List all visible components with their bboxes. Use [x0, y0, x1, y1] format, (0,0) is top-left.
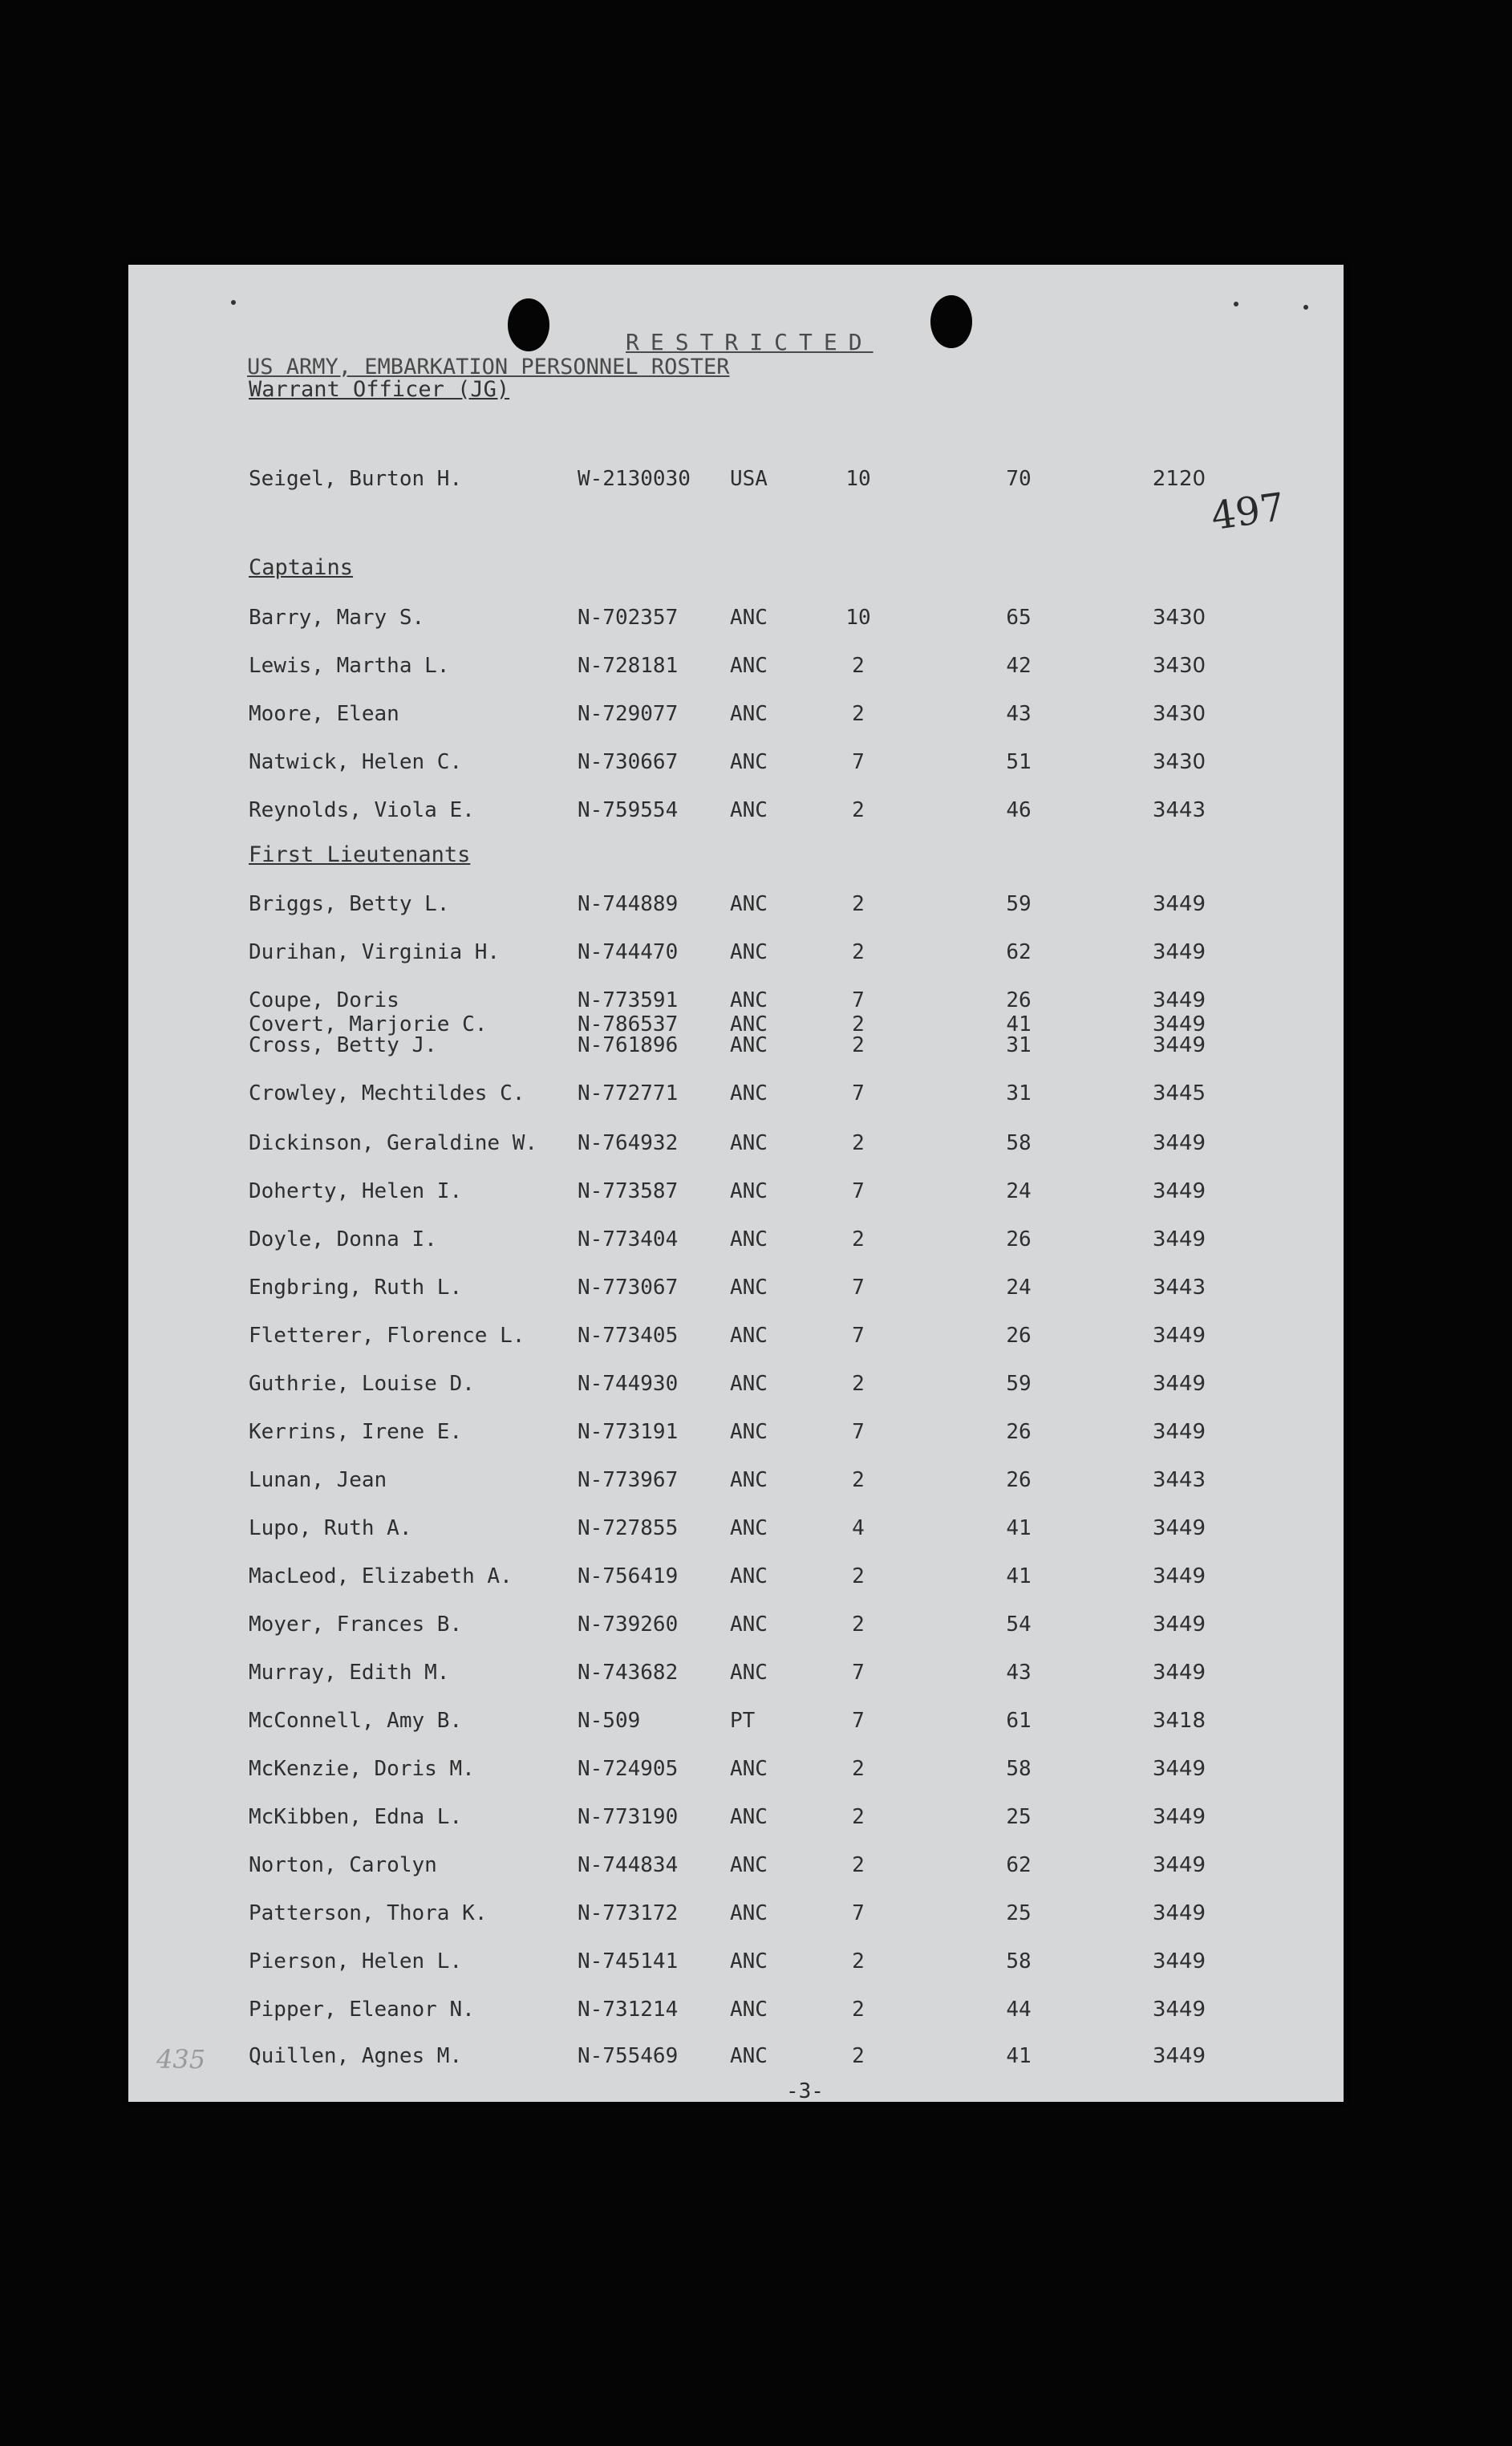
cell-n1: 2 [852, 1757, 865, 1781]
cell-n3: 3449 [1152, 1012, 1206, 1036]
cell-branch: ANC [730, 1901, 768, 1925]
cell-n2: 41 [1006, 1516, 1032, 1540]
cell-n1: 2 [852, 1372, 865, 1396]
cell-n2: 58 [1006, 1949, 1032, 1973]
cell-name: Quillen, Agnes M. [249, 2044, 463, 2068]
cell-name: Moore, Elean [249, 702, 399, 726]
cell-n1: 2 [852, 1227, 865, 1251]
cell-name: Fletterer, Florence L. [249, 1324, 525, 1348]
roster-row [128, 1227, 1344, 1255]
cell-n3: 3430 [1152, 654, 1206, 678]
cell-serial: N-761896 [578, 1033, 679, 1057]
cell-name: MacLeod, Elizabeth A. [249, 1564, 513, 1588]
cell-n1: 10 [845, 467, 871, 491]
roster-row [128, 1324, 1344, 1351]
corner-number: 435 [156, 2044, 206, 2075]
cell-n2: 43 [1006, 1661, 1032, 1685]
cell-n1: 2 [852, 1033, 865, 1057]
cell-n2: 54 [1006, 1612, 1032, 1637]
cell-serial: N-773591 [578, 988, 679, 1012]
cell-branch: ANC [730, 1227, 768, 1251]
roster-row [128, 1276, 1344, 1303]
cell-serial: N-730667 [578, 750, 679, 774]
cell-name: Lunan, Jean [249, 1468, 387, 1492]
roster-row [128, 1661, 1344, 1688]
cell-name: Reynolds, Viola E. [249, 798, 475, 822]
cell-name: Pipper, Eleanor N. [249, 1998, 475, 2022]
cell-n3: 3449 [1152, 1901, 1206, 1925]
roster-row [128, 1372, 1344, 1399]
cell-n1: 7 [852, 988, 865, 1012]
cell-branch: ANC [730, 1033, 768, 1057]
cell-name: Crowley, Mechtildes C. [249, 1081, 525, 1105]
cell-serial: N-728181 [578, 654, 679, 678]
cell-n1: 2 [852, 940, 865, 964]
speck [231, 300, 236, 305]
cell-serial: N-702357 [578, 606, 679, 630]
roster-row [128, 702, 1344, 729]
cell-name: Lupo, Ruth A. [249, 1516, 412, 1540]
cell-n1: 7 [852, 1420, 865, 1444]
cell-name: Pierson, Helen L. [249, 1949, 463, 1973]
cell-n1: 7 [852, 750, 865, 774]
cell-branch: ANC [730, 606, 768, 630]
cell-serial: N-744834 [578, 1853, 679, 1877]
cell-branch: ANC [730, 798, 768, 822]
cell-serial: N-744470 [578, 940, 679, 964]
cell-serial: N-755469 [578, 2044, 679, 2068]
cell-n3: 3449 [1152, 1179, 1206, 1203]
page-number: -3- [786, 2079, 824, 2103]
cell-name: Doherty, Helen I. [249, 1179, 463, 1203]
cell-n3: 3449 [1152, 1612, 1206, 1637]
cell-n2: 58 [1006, 1131, 1032, 1155]
roster-row [128, 654, 1344, 681]
cell-n1: 2 [852, 1468, 865, 1492]
cell-n3: 3449 [1152, 1227, 1206, 1251]
cell-branch: ANC [730, 1372, 768, 1396]
cell-n2: 31 [1006, 1033, 1032, 1057]
cell-name: McKenzie, Doris M. [249, 1757, 475, 1781]
cell-n3: 3443 [1152, 798, 1206, 822]
cell-branch: ANC [730, 1468, 768, 1492]
cell-n2: 62 [1006, 1853, 1032, 1877]
cell-n3: 3418 [1152, 1709, 1206, 1733]
cell-serial: N-756419 [578, 1564, 679, 1588]
cell-n3: 3449 [1152, 1033, 1206, 1057]
cell-n2: 70 [1006, 467, 1032, 491]
cell-n2: 61 [1006, 1709, 1032, 1733]
cell-n3: 3449 [1152, 1420, 1206, 1444]
cell-n3: 3449 [1152, 1949, 1206, 1973]
cell-n2: 51 [1006, 750, 1032, 774]
cell-name: Engbring, Ruth L. [249, 1276, 463, 1300]
cell-n1: 7 [852, 1276, 865, 1300]
cell-n1: 10 [845, 606, 871, 630]
cell-n2: 41 [1006, 1564, 1032, 1588]
cell-branch: ANC [730, 702, 768, 726]
cell-serial: N-773967 [578, 1468, 679, 1492]
speck [1303, 305, 1308, 310]
punch-hole [930, 295, 972, 348]
cell-name: Guthrie, Louise D. [249, 1372, 475, 1396]
cell-serial: N-743682 [578, 1661, 679, 1685]
cell-n1: 2 [852, 1998, 865, 2022]
cell-serial: N-773190 [578, 1805, 679, 1829]
cell-branch: USA [730, 467, 768, 491]
cell-n1: 2 [852, 2044, 865, 2068]
cell-n3: 3449 [1152, 1853, 1206, 1877]
cell-n1: 2 [852, 1612, 865, 1637]
cell-name: Dickinson, Geraldine W. [249, 1131, 538, 1155]
roster-row [128, 892, 1344, 919]
cell-name: Barry, Mary S. [249, 606, 425, 630]
cell-n2: 25 [1006, 1805, 1032, 1829]
cell-n3: 3430 [1152, 606, 1206, 630]
cell-n1: 2 [852, 1949, 865, 1973]
cell-serial: N-773172 [578, 1901, 679, 1925]
cell-name: Patterson, Thora K. [249, 1901, 488, 1925]
cell-n3: 3449 [1152, 1805, 1206, 1829]
speck [1234, 302, 1238, 306]
cell-n1: 2 [852, 1853, 865, 1877]
cell-n3: 3445 [1152, 1081, 1206, 1105]
cell-n2: 62 [1006, 940, 1032, 964]
cell-n2: 25 [1006, 1901, 1032, 1925]
cell-name: Cross, Betty J. [249, 1033, 437, 1057]
cell-n3: 3449 [1152, 1324, 1206, 1348]
cell-n3: 3449 [1152, 1372, 1206, 1396]
cell-serial: N-744930 [578, 1372, 679, 1396]
cell-n2: 24 [1006, 1179, 1032, 1203]
roster-row [128, 1612, 1344, 1640]
cell-serial: N-773405 [578, 1324, 679, 1348]
cell-n3: 3449 [1152, 1564, 1206, 1588]
cell-n1: 2 [852, 1012, 865, 1036]
cell-n1: 7 [852, 1081, 865, 1105]
cell-serial: N-731214 [578, 1998, 679, 2022]
cell-name: Coupe, Doris [249, 988, 399, 1012]
roster-row [128, 1757, 1344, 1784]
cell-n3: 3449 [1152, 892, 1206, 916]
roster-row [128, 940, 1344, 967]
cell-n1: 7 [852, 1709, 865, 1733]
cell-n3: 3449 [1152, 940, 1206, 964]
roster-row [128, 1564, 1344, 1592]
cell-n2: 65 [1006, 606, 1032, 630]
cell-n1: 2 [852, 1564, 865, 1588]
roster-row [128, 2044, 1344, 2071]
cell-branch: PT [730, 1709, 756, 1733]
cell-n2: 26 [1006, 988, 1032, 1012]
roster-row [128, 798, 1344, 825]
roster-row [128, 1998, 1344, 2025]
cell-branch: ANC [730, 1661, 768, 1685]
cell-name: Briggs, Betty L. [249, 892, 450, 916]
cell-n3: 3449 [1152, 1131, 1206, 1155]
cell-branch: ANC [730, 1564, 768, 1588]
cell-branch: ANC [730, 1420, 768, 1444]
cell-branch: ANC [730, 1516, 768, 1540]
cell-branch: ANC [730, 1276, 768, 1300]
cell-n2: 58 [1006, 1757, 1032, 1781]
cell-serial: N-773404 [578, 1227, 679, 1251]
cell-serial: N-773191 [578, 1420, 679, 1444]
cell-name: Murray, Edith M. [249, 1661, 450, 1685]
cell-n3: 3449 [1152, 1661, 1206, 1685]
cell-name: McKibben, Edna L. [249, 1805, 463, 1829]
cell-n1: 2 [852, 1805, 865, 1829]
roster-row [128, 1805, 1344, 1832]
cell-n3: 3443 [1152, 1276, 1206, 1300]
cell-branch: ANC [730, 1081, 768, 1105]
cell-serial: N-727855 [578, 1516, 679, 1540]
cell-n3: 3449 [1152, 2044, 1206, 2068]
cell-n2: 42 [1006, 654, 1032, 678]
cell-serial: N-744889 [578, 892, 679, 916]
cell-serial: N-509 [578, 1709, 641, 1733]
cell-n3: 3449 [1152, 1757, 1206, 1781]
cell-branch: ANC [730, 1131, 768, 1155]
roster-row [128, 467, 1344, 494]
cell-branch: ANC [730, 940, 768, 964]
roster-row [128, 1901, 1344, 1929]
cell-branch: ANC [730, 1757, 768, 1781]
cell-branch: ANC [730, 1853, 768, 1877]
cell-n2: 26 [1006, 1468, 1032, 1492]
punch-hole [508, 298, 549, 351]
cell-n2: 43 [1006, 702, 1032, 726]
cell-serial: W-2130030 [578, 467, 691, 491]
cell-serial: N-773067 [578, 1276, 679, 1300]
roster-row [128, 1131, 1344, 1158]
cell-branch: ANC [730, 2044, 768, 2068]
cell-branch: ANC [730, 1324, 768, 1348]
cell-n1: 2 [852, 892, 865, 916]
cell-branch: ANC [730, 1949, 768, 1973]
roster-row [128, 1709, 1344, 1736]
cell-branch: ANC [730, 892, 768, 916]
roster-row [128, 1853, 1344, 1880]
cell-n2: 41 [1006, 2044, 1032, 2068]
cell-n2: 24 [1006, 1276, 1032, 1300]
cell-n2: 59 [1006, 892, 1032, 916]
cell-n1: 2 [852, 654, 865, 678]
cell-serial: N-759554 [578, 798, 679, 822]
cell-n2: 59 [1006, 1372, 1032, 1396]
cell-n1: 4 [852, 1516, 865, 1540]
cell-branch: ANC [730, 1179, 768, 1203]
cell-n2: 26 [1006, 1324, 1032, 1348]
cell-n1: 7 [852, 1901, 865, 1925]
roster-row [128, 606, 1344, 633]
cell-n2: 41 [1006, 1012, 1032, 1036]
cell-n3: 3449 [1152, 988, 1206, 1012]
section-title: Captains [249, 555, 354, 580]
cell-name: Covert, Marjorie C. [249, 1012, 488, 1036]
cell-branch: ANC [730, 654, 768, 678]
cell-serial: N-739260 [578, 1612, 679, 1637]
cell-serial: N-786537 [578, 1012, 679, 1036]
cell-name: McConnell, Amy B. [249, 1709, 463, 1733]
roster-row [128, 1949, 1344, 1977]
handwritten-page-stamp: 497 [1208, 484, 1288, 540]
section-title: First Lieutenants [249, 842, 471, 867]
roster-row [128, 1033, 1344, 1061]
cell-n3: 3430 [1152, 702, 1206, 726]
cell-n2: 26 [1006, 1420, 1032, 1444]
document-page [128, 265, 1344, 2102]
cell-n1: 7 [852, 1179, 865, 1203]
cell-n1: 2 [852, 702, 865, 726]
cell-name: Natwick, Helen C. [249, 750, 463, 774]
cell-n2: 26 [1006, 1227, 1032, 1251]
unit-line: US ARMY, EMBARKATION PERSONNEL ROSTER [247, 355, 730, 379]
cell-branch: ANC [730, 750, 768, 774]
cell-n2: 31 [1006, 1081, 1032, 1105]
section-title: Warrant Officer (JG) [249, 377, 510, 402]
cell-name: Seigel, Burton H. [249, 467, 463, 491]
cell-n2: 44 [1006, 1998, 1032, 2022]
cell-branch: ANC [730, 1012, 768, 1036]
cell-n2: 46 [1006, 798, 1032, 822]
roster-row [128, 1516, 1344, 1543]
cell-n3: 3430 [1152, 750, 1206, 774]
cell-serial: N-764932 [578, 1131, 679, 1155]
cell-branch: ANC [730, 1612, 768, 1637]
cell-branch: ANC [730, 1998, 768, 2022]
cell-name: Norton, Carolyn [249, 1853, 437, 1877]
cell-name: Moyer, Frances B. [249, 1612, 463, 1637]
cell-serial: N-745141 [578, 1949, 679, 1973]
cell-n3: 3443 [1152, 1468, 1206, 1492]
cell-serial: N-724905 [578, 1757, 679, 1781]
cell-n1: 7 [852, 1324, 865, 1348]
cell-serial: N-772771 [578, 1081, 679, 1105]
cell-branch: ANC [730, 1805, 768, 1829]
roster-row [128, 1468, 1344, 1495]
cell-name: Lewis, Martha L. [249, 654, 450, 678]
cell-branch: ANC [730, 988, 768, 1012]
cell-n1: 2 [852, 1131, 865, 1155]
roster-row [128, 750, 1344, 777]
cell-n3: 3449 [1152, 1998, 1206, 2022]
cell-name: Doyle, Donna I. [249, 1227, 437, 1251]
cell-serial: N-773587 [578, 1179, 679, 1203]
roster-row [128, 1179, 1344, 1207]
cell-serial: N-729077 [578, 702, 679, 726]
roster-row [128, 1420, 1344, 1447]
cell-n3: 3449 [1152, 1516, 1206, 1540]
classification-stamp: RESTRICTED [626, 329, 874, 355]
cell-n1: 7 [852, 1661, 865, 1685]
cell-name: Kerrins, Irene E. [249, 1420, 463, 1444]
roster-row [128, 988, 1344, 1016]
cell-n1: 2 [852, 798, 865, 822]
cell-n3: 2120 [1152, 467, 1206, 491]
roster-row [128, 1081, 1344, 1109]
cell-name: Durihan, Virginia H. [249, 940, 501, 964]
